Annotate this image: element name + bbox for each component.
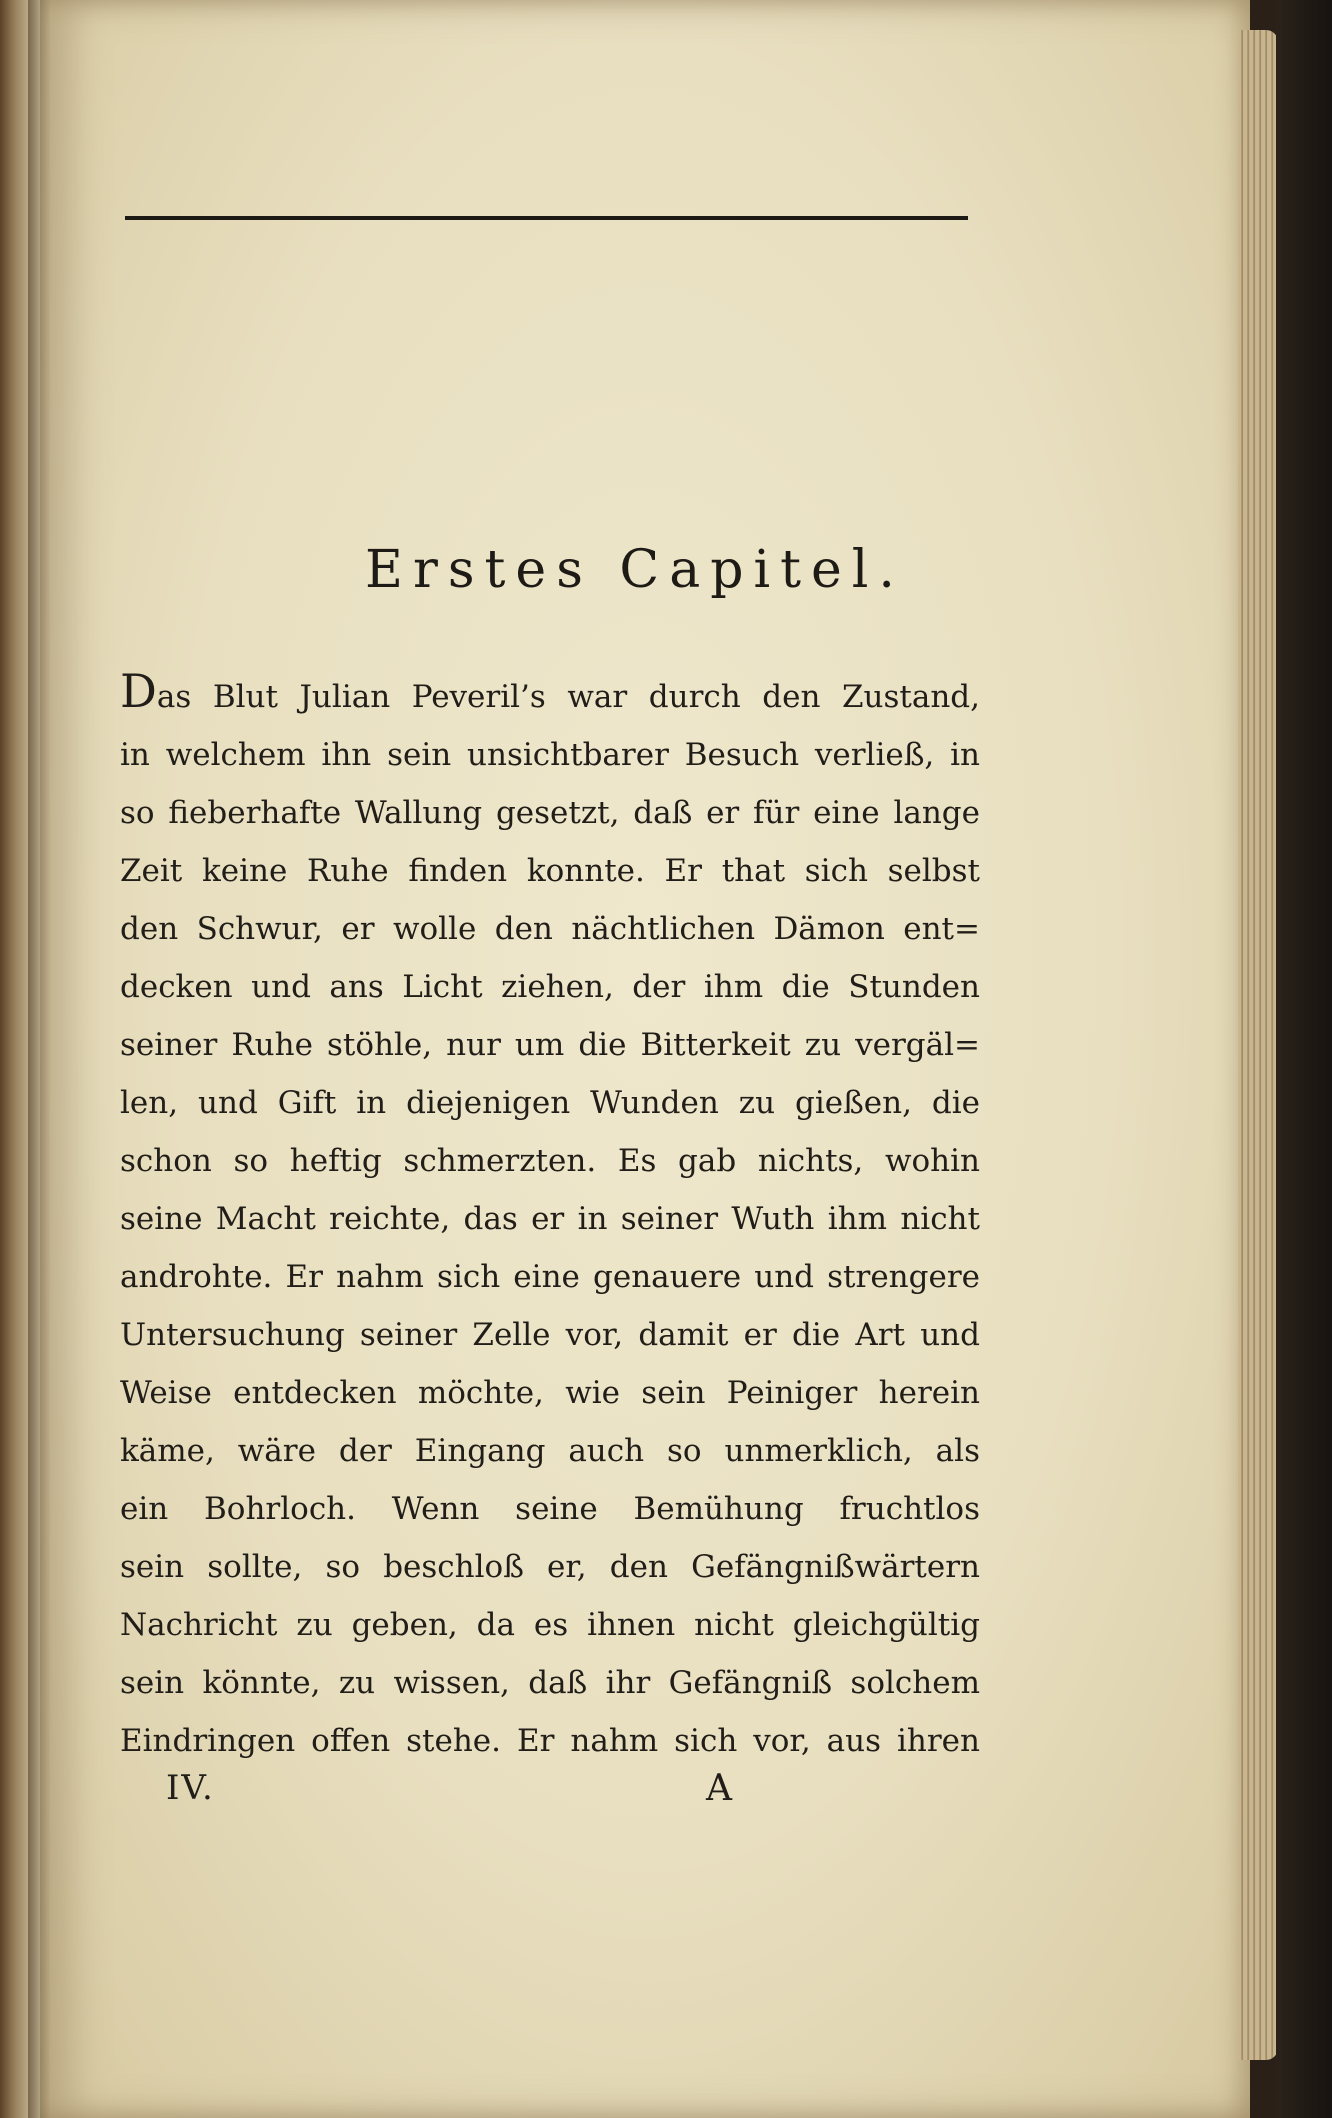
chapter-title: Erstes Capitel. bbox=[365, 540, 905, 600]
text-line: Zeit keine Ruhe finden konnte. Er that sich selbst bbox=[120, 853, 980, 889]
page-stack-edges bbox=[1238, 30, 1278, 2060]
text-line-1 bbox=[120, 664, 980, 726]
book-cover-edge bbox=[1276, 0, 1332, 2118]
text-line: so fieberhafte Wallung gesetzt, daß er für eine lange bbox=[120, 795, 980, 831]
body-text bbox=[120, 664, 980, 1770]
text-line: seine Macht reichte, das er in seiner Wuth ihm nicht bbox=[120, 1201, 980, 1237]
text-line: androhte. Er nahm sich eine genauere und strengere bbox=[120, 1259, 980, 1295]
text-line: len, und Gift in diejenigen Wunden zu gießen, die bbox=[120, 1085, 980, 1121]
text-line: sein könnte, zu wissen, daß ihr Gefängniß solchem bbox=[120, 1665, 980, 1701]
drop-cap: D bbox=[120, 664, 157, 718]
text-line: decken und ans Licht ziehen, der ihm die Stunden bbox=[120, 969, 980, 1005]
text-line: schon so heftig schmerzten. Es gab nichts, wohin bbox=[120, 1143, 980, 1179]
text-line: ein Bohrloch. Wenn seine Bemühung fruchtlos bbox=[120, 1491, 980, 1527]
text-line: in welchem ihn sein unsichtbarer Besuch verließ, in bbox=[120, 737, 980, 773]
text-line: Nachricht zu geben, da es ihnen nicht gleichgültig bbox=[120, 1607, 980, 1643]
text-line: Untersuchung seiner Zelle vor, damit er die Art und bbox=[120, 1317, 980, 1353]
gathering-signature: A bbox=[706, 1768, 732, 1809]
text-line: den Schwur, er wolle den nächtlichen Dämon ent= bbox=[120, 911, 980, 947]
header-rule bbox=[125, 216, 968, 220]
text-line: käme, wäre der Eingang auch so unmerklich, als bbox=[120, 1433, 980, 1469]
text-line: sein sollte, so beschloß er, den Gefängnißwärtern bbox=[120, 1549, 980, 1585]
text-line: Eindringen offen stehe. Er nahm sich vor, aus ihren bbox=[120, 1723, 980, 1759]
gutter-shadow bbox=[28, 0, 50, 2118]
text-line: Weise entdecken möchte, wie sein Peiniger herein bbox=[120, 1375, 980, 1411]
first-line-text: as Blut Julian Peveril’s war durch den Zustand, bbox=[156, 679, 980, 715]
text-line: seiner Ruhe stöhle, nur um die Bitterkeit zu vergäl= bbox=[120, 1027, 980, 1063]
volume-signature: IV. bbox=[166, 1768, 215, 1808]
